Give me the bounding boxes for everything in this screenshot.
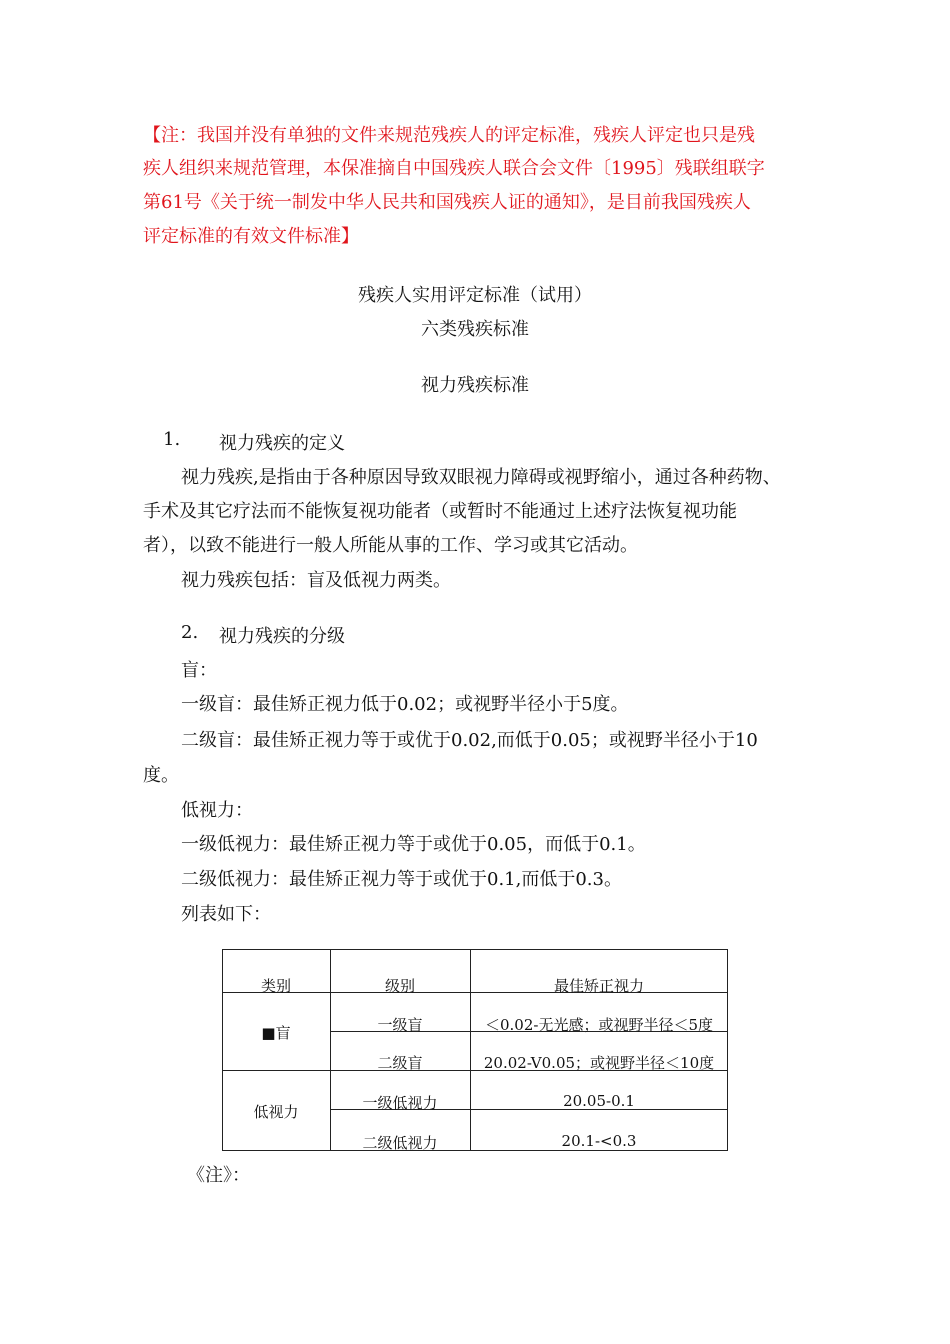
- blind-label: 盲：: [181, 660, 217, 681]
- table-category-low-vision: 低视力: [253, 1103, 299, 1121]
- table-header-vision: 最佳矫正视力: [553, 977, 644, 995]
- table-row-1-value: ＜0.02-无光感；或视野半径＜5度: [484, 1016, 713, 1034]
- table-header-category: 类别: [260, 977, 291, 995]
- note-line-2: 疾人组织来规范管理，本保准摘自中国残疾人联合会文件〔1995〕残联组联字: [143, 158, 765, 179]
- table-category-blind: ■盲: [261, 1024, 291, 1042]
- section-1-number: 1.: [163, 429, 181, 450]
- low-vision-label: 低视力：: [181, 800, 253, 821]
- blind-grade-1: 一级盲：最佳矫正视力低于0.02；或视野半径小于5度。: [181, 694, 629, 715]
- note-line-4: 评定标准的有效文件标准】: [143, 226, 359, 247]
- note-line-1: 【注：我国并没有单独的文件来规范残疾人的评定标准，残疾人评定也只是残: [143, 125, 755, 146]
- table-border-top: [222, 949, 728, 950]
- definition-types: 视力残疾包括：盲及低视力两类。: [181, 570, 451, 591]
- section-2-number: 2.: [181, 622, 199, 643]
- section-2-heading: 视力残疾的分级: [219, 626, 345, 647]
- section-title: 视力残疾标准: [421, 375, 529, 396]
- table-row-4-value: 20.1-<0.3: [561, 1132, 637, 1150]
- note-line-3: 第61号《关于统一制发中华人民共和国残疾人证的通知》，是目前我国残疾人: [143, 192, 751, 213]
- table-row-2-level: 二级盲: [377, 1054, 423, 1072]
- definition-line-1: 视力残疾,是指由于各种原因导致双眼视力障碍或视野缩小，通过各种药物、: [181, 467, 781, 488]
- grading-table: [222, 949, 728, 1151]
- definition-line-2: 手术及其它疗法而不能恢复视功能者（或暂时不能通过上述疗法恢复视功能: [143, 501, 737, 522]
- page-subtitle: 六类残疾标准: [421, 319, 529, 340]
- table-row-4-level: 二级低视力: [362, 1134, 438, 1152]
- low-vision-grade-1: 一级低视力：最佳矫正视力等于或优于0.05，而低于0.1。: [181, 834, 646, 855]
- table-row-1-level: 一级盲: [377, 1016, 423, 1034]
- table-border-bottom: [222, 1150, 728, 1151]
- blind-grade-2: 二级盲：最佳矫正视力等于或优于0.02,而低于0.05；或视野半径小于10: [181, 730, 758, 751]
- table-row-3-value: 20.05-0.1: [563, 1092, 635, 1110]
- footnote-label: 《注》：: [187, 1165, 250, 1186]
- section-1-heading: 视力残疾的定义: [219, 433, 345, 454]
- low-vision-grade-2: 二级低视力：最佳矫正视力等于或优于0.1,而低于0.3。: [181, 869, 622, 890]
- table-header-level: 级别: [384, 977, 415, 995]
- list-intro: 列表如下：: [181, 904, 271, 925]
- definition-line-3: 者），以致不能进行一般人所能从事的工作、学习或其它活动。: [143, 535, 638, 556]
- table-row-3-level: 一级低视力: [362, 1094, 438, 1112]
- blind-grade-2-cont: 度。: [143, 765, 179, 786]
- page-title: 残疾人实用评定标准（试用）: [358, 285, 592, 306]
- table-row-2-value: 20.02-V0.05；或视野半径＜10度: [483, 1054, 715, 1072]
